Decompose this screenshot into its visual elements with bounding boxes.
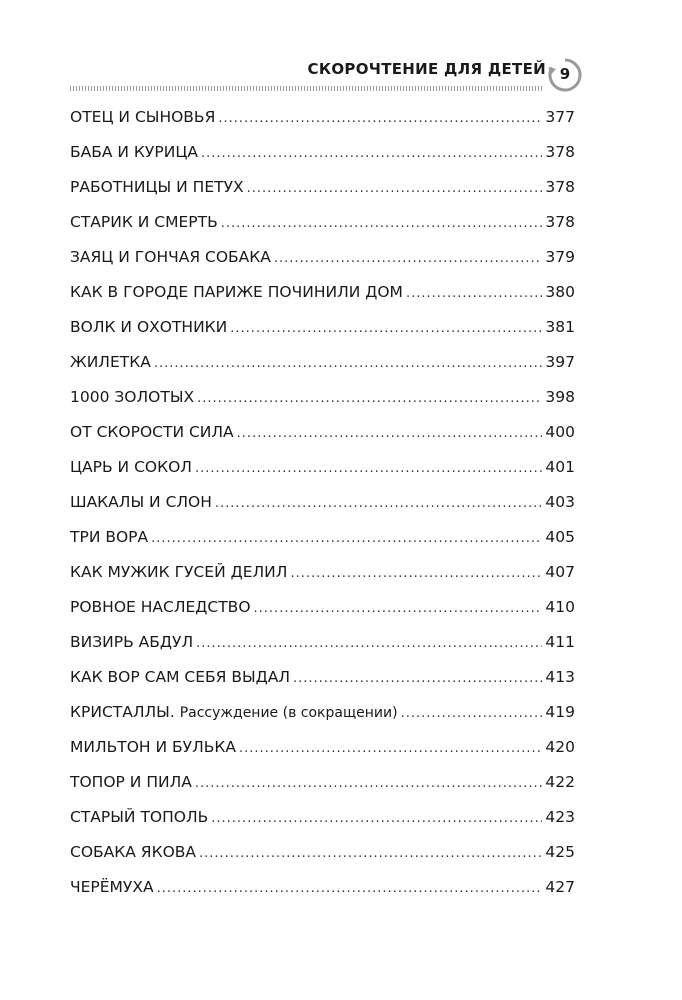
toc-entry-page: 400: [545, 423, 575, 441]
dot-leader: [215, 496, 543, 511]
toc-entry-page: 413: [545, 668, 575, 686]
toc-entry: [70, 808, 575, 843]
toc-entry-title: [70, 808, 208, 826]
dot-leader: [290, 566, 542, 581]
toc-entry-page: 410: [545, 598, 575, 616]
toc-entry-title: [70, 563, 287, 581]
toc-entry: [70, 143, 575, 178]
toc-entry-page: 425: [545, 843, 575, 861]
toc-entry-page: 379: [545, 248, 575, 266]
toc-entry-page: 398: [545, 388, 575, 406]
toc-entry-page: 422: [545, 773, 575, 791]
toc-entry-title: [70, 213, 218, 231]
toc-title-text: КАК МУЖИК ГУСЕЙ ДЕЛИЛ: [70, 563, 288, 581]
toc-title-text: СОБАКА ЯКОВА: [70, 843, 197, 861]
dot-leader: [196, 636, 542, 651]
toc-title-text: ЧЕРЁМУХА: [70, 878, 154, 896]
toc-entry-title: [70, 598, 251, 616]
dot-leader: [237, 426, 543, 441]
toc-entry-title: [70, 528, 148, 546]
toc-entry-title: [70, 703, 398, 721]
toc-entry-page: 380: [545, 283, 575, 301]
dot-leader: [199, 846, 542, 861]
page-number: 9: [559, 65, 571, 83]
toc-entry: [70, 248, 575, 283]
toc-title-text: ВОЛК И ОХОТНИКИ: [70, 318, 228, 336]
dot-leader: [274, 251, 543, 266]
toc-title-text: КРИСТАЛЛЫ.: [70, 703, 175, 721]
toc-entry: [70, 178, 575, 213]
toc-title-text: ШАКАЛЫ И СЛОН: [70, 493, 212, 511]
dot-leader: [406, 286, 542, 301]
toc-entry-title: [70, 318, 227, 336]
toc-entry: [70, 703, 575, 738]
toc-entry-title: [70, 878, 154, 896]
toc-entry: [70, 108, 575, 143]
dot-leader: [151, 531, 542, 546]
dot-leader: [293, 671, 542, 686]
toc-title-text: ЦАРЬ И СОКОЛ: [70, 458, 192, 476]
toc-title-text: ЗАЯЦ И ГОНЧАЯ СОБАКА: [70, 248, 271, 266]
toc-entry: [70, 878, 575, 913]
dot-leader: [221, 216, 543, 231]
toc-entry-subtitle: Рассуждение (в сокращении): [179, 705, 398, 721]
toc-entry: [70, 458, 575, 493]
toc-title-text: ОТЕЦ И СЫНОВЬЯ: [70, 108, 216, 126]
toc-entry: [70, 388, 575, 423]
dot-leader: [247, 181, 543, 196]
toc-entry-page: 378: [545, 178, 575, 196]
toc-entry-title: [70, 738, 236, 756]
running-header: СКОРОЧТЕНИЕ ДЛЯ ДЕТЕЙ: [307, 60, 546, 78]
toc-entry-title: [70, 423, 234, 441]
toc-entry-title: [70, 388, 194, 406]
toc-title-text: ТОПОР И ПИЛА: [70, 773, 192, 791]
toc-entry: [70, 668, 575, 703]
toc-entry-title: [70, 493, 212, 511]
toc-entry: [70, 633, 575, 668]
toc-entry: [70, 738, 575, 773]
toc-entry-page: 397: [545, 353, 575, 371]
header-rule: [70, 86, 544, 91]
toc-entry-title: [70, 178, 244, 196]
dot-leader: [401, 706, 543, 721]
toc-title-text: ЖИЛЕТКА: [70, 353, 151, 371]
toc-entry-page: 420: [545, 738, 575, 756]
toc-entry-page: 378: [545, 213, 575, 231]
toc-entry-title: [70, 143, 198, 161]
toc-entry-page: 427: [545, 878, 575, 896]
toc-title-text: ОТ СКОРОСТИ СИЛА: [70, 423, 234, 441]
toc-title-text: РОВНОЕ НАСЛЕДСТВО: [70, 598, 251, 616]
toc-entry: [70, 283, 575, 318]
dot-leader: [197, 391, 542, 406]
toc-entry: [70, 493, 575, 528]
toc-entry-title: [70, 353, 151, 371]
toc-title-text: КАК В ГОРОДЕ ПАРИЖЕ ПОЧИНИЛИ ДОМ: [70, 283, 403, 301]
toc-entry-page: 407: [545, 563, 575, 581]
toc-entry-page: 378: [545, 143, 575, 161]
dot-leader: [254, 601, 543, 616]
toc-entry-title: [70, 633, 193, 651]
toc-entry: [70, 353, 575, 388]
toc-entry-page: 419: [545, 703, 575, 721]
toc-entry-title: [70, 108, 215, 126]
dot-leader: [195, 461, 542, 476]
toc-title-text: СТАРЫЙ ТОПОЛЬ: [70, 808, 209, 826]
toc-entry-title: [70, 773, 192, 791]
toc-entry-page: 405: [545, 528, 575, 546]
table-of-contents: [70, 108, 575, 913]
dot-leader: [230, 321, 542, 336]
toc-title-text: ВИЗИРЬ АБДУЛ: [70, 633, 194, 651]
dot-leader: [239, 741, 542, 756]
toc-entry-title: [70, 248, 271, 266]
toc-entry: [70, 213, 575, 248]
toc-title-text: ТРИ ВОРА: [70, 528, 149, 546]
toc-title-text: 1000 ЗОЛОТЫХ: [70, 388, 195, 406]
toc-entry: [70, 773, 575, 808]
dot-leader: [195, 776, 543, 791]
toc-entry: [70, 843, 575, 878]
toc-entry: [70, 563, 575, 598]
toc-title-text: КАК ВОР САМ СЕБЯ ВЫДАЛ: [70, 668, 290, 686]
dot-leader: [211, 811, 542, 826]
toc-entry-title: [70, 458, 192, 476]
toc-entry-page: 401: [545, 458, 575, 476]
page-number-badge: [547, 57, 583, 93]
toc-title-text: СТАРИК И СМЕРТЬ: [70, 213, 218, 231]
toc-entry-title: [70, 668, 290, 686]
dot-leader: [201, 146, 542, 161]
toc-entry: [70, 423, 575, 458]
toc-entry: [70, 528, 575, 563]
dot-leader: [154, 356, 543, 371]
toc-entry-page: 381: [545, 318, 575, 336]
dot-leader: [157, 881, 543, 896]
toc-entry-title: [70, 283, 403, 301]
toc-entry-page: 403: [545, 493, 575, 511]
toc-entry: [70, 598, 575, 633]
toc-title-text: БАБА И КУРИЦА: [70, 143, 198, 161]
toc-title-text: МИЛЬТОН И БУЛЬКА: [70, 738, 237, 756]
dot-leader: [218, 111, 542, 126]
toc-entry-page: 377: [545, 108, 575, 126]
toc-entry-title: [70, 843, 196, 861]
toc-entry-page: 423: [545, 808, 575, 826]
toc-title-text: РАБОТНИЦЫ И ПЕТУХ: [70, 178, 244, 196]
toc-entry: [70, 318, 575, 353]
toc-entry-page: 411: [545, 633, 575, 651]
